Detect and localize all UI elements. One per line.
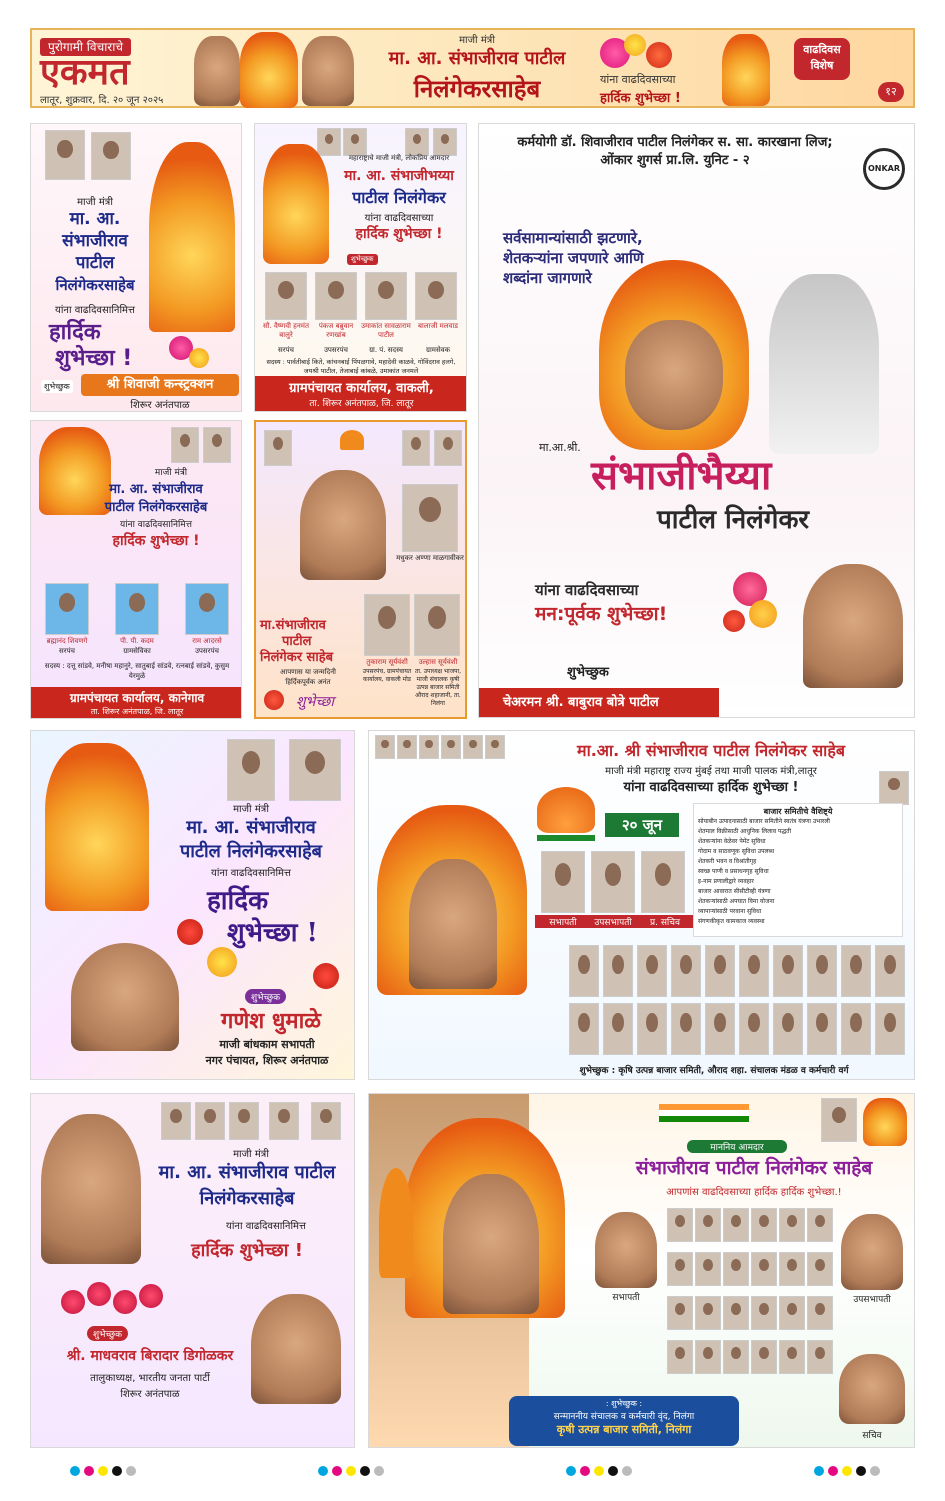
portrait-left (194, 36, 240, 106)
person-photo (45, 583, 89, 635)
features-list (698, 817, 898, 927)
portrait-leader-secondary (769, 274, 879, 454)
flower-icon (207, 947, 237, 977)
member-photo (773, 945, 803, 997)
member-photo (723, 1208, 749, 1242)
name-l1: मा. आ. (69, 209, 121, 229)
registration-dot (112, 1466, 122, 1476)
occasion-l2: हिर्दिकपूर्वक अनंत (285, 678, 331, 686)
person-name: मधुकर अण्णा माळगावीकर (396, 554, 464, 562)
portrait-sponsor (71, 943, 179, 1051)
office-name: ग्रामपंचायत कार्यालय, कानेगाव (69, 691, 205, 705)
lotus-icon (537, 787, 595, 833)
footer-l2: कृषी उत्पन्न बाजार समिती, निलंगा (556, 1423, 692, 1436)
registration-dot (566, 1466, 576, 1476)
registration-dot (580, 1466, 590, 1476)
member-photo (667, 1340, 693, 1374)
flower-icon (87, 1282, 111, 1306)
feature-item: सोयाबीन उत्पादनासाठी बाजार समितीने स्वतंत्र यंत्रणा उभारली (698, 818, 830, 825)
photo-leader (863, 1098, 907, 1146)
wish-line1: यांना वाढदिवसाच्या (600, 73, 676, 86)
member-photo (667, 1296, 693, 1330)
portrait-leader (149, 142, 235, 332)
member-photo (695, 1296, 721, 1330)
person-name: राम आदरसे (192, 637, 222, 645)
person-role: उपसरपंच, ग्रामपंचायत कार्यालय, वाकली मोड (362, 668, 412, 683)
registration-dot (70, 1466, 80, 1476)
members-list: सदस्य : दत्तू सांडवे, मनीषा महानुरे, सातुबाई सांडवे, रत्नबाई सांडवे, कुसुम येरमुळे (44, 662, 230, 680)
footer-strip (509, 1396, 739, 1446)
well-wisher-label: शुभेच्छुक (87, 1326, 128, 1341)
photo-leader (463, 735, 483, 759)
office-address: ता. शिरूर अनंतपाळ, जि. लातूर (309, 399, 414, 409)
person-role: ग्रामसेवक (426, 346, 450, 354)
person-photo (315, 272, 357, 320)
person-photo (591, 851, 635, 913)
registration-dot (856, 1466, 866, 1476)
slogan-l2: शेतकऱ्यांना जपणारे आणि (503, 249, 644, 267)
sponsor-name: श्री. माधवराव बिरादार डिगोळकर (66, 1348, 234, 1364)
photo-man (289, 739, 341, 801)
member-photo (705, 945, 735, 997)
member-photo (671, 945, 701, 997)
photo-leader (402, 430, 430, 466)
tagline: पुरोगामी विचाराचे (40, 38, 131, 56)
dateline: लातूर, शुक्रवार, दि. २० जून २०२५ (40, 95, 164, 106)
flower-icon (189, 348, 209, 368)
wish-text (49, 320, 132, 372)
person-photo (265, 272, 307, 320)
header-l2: ओंकार शुगर्स प्रा.लि. युनिट - २ (600, 153, 750, 168)
occasion: यांना वाढदिवसानिमित्त (55, 305, 135, 316)
member-photo (739, 1003, 769, 1055)
member-photo (807, 1003, 837, 1055)
registration-dot (814, 1466, 824, 1476)
photo-leader (821, 1098, 857, 1142)
name-l1: मा. आ. संभाजीराव (186, 817, 316, 838)
member-photo (779, 1208, 805, 1242)
registration-dot (98, 1466, 108, 1476)
role-label: सचिव (862, 1431, 882, 1441)
person-role: उपसरपंच (324, 346, 348, 354)
wish: हार्दिक शुभेच्छा ! (191, 1240, 303, 1261)
portrait-center (240, 32, 298, 108)
photo-leader (269, 1102, 299, 1140)
photo-leader (485, 735, 505, 759)
person-name: बालाजी मलवाड (418, 322, 458, 330)
name-l2: निलंगेकरसाहेब (199, 1188, 295, 1209)
flower-icon (749, 600, 777, 628)
role-l2: शिरूर अनंतपाळ (120, 1389, 180, 1400)
subtitle: माजी मंत्री महाराष्ट्र राज्य मुंबई तथा माजी पालक मंत्री,लातूर (605, 766, 817, 777)
wish: यांना वाढदिवसाच्या हार्दिक शुभेच्छा ! (623, 780, 799, 795)
name-l1: मा. आ. संभाजीराव पाटील (158, 1162, 336, 1183)
photo-leader (161, 1102, 191, 1140)
person-photo (415, 272, 457, 320)
member-photo (603, 1003, 633, 1055)
portrait-sabhapati (595, 1212, 657, 1288)
ad-tukaram-suryavanshi (254, 420, 467, 719)
photo-leader (311, 1102, 341, 1140)
former-minister-label: माजी मंत्री (459, 35, 495, 46)
role-label: उपसभापती (853, 1295, 891, 1305)
member-photo (695, 1208, 721, 1242)
wish: आपणांस वाढदिवसाच्या हार्दिक हार्दिक शुभेच्छा.! (666, 1187, 842, 1198)
lotus-base (537, 835, 595, 841)
registration-dot (374, 1466, 384, 1476)
leader-face (409, 859, 497, 989)
leader-face (625, 320, 723, 430)
wish-l2: शुभेच्छा ! (55, 346, 133, 371)
portrait-sponsor (803, 564, 903, 688)
name-l3: पाटील (75, 253, 115, 273)
registration-dot (332, 1466, 342, 1476)
photo-woman (45, 130, 85, 180)
occasion: यांना वाढदिवसानिमित्त (226, 1221, 306, 1232)
member-photo (569, 1003, 599, 1055)
feature-item: गोदाम व साठवणूक सुविधा उपलब्ध (698, 848, 775, 855)
masthead (30, 28, 915, 108)
flower-icon (313, 963, 339, 989)
member-photo (751, 1340, 777, 1374)
page-number: १२ (878, 82, 904, 102)
portrait-leader (300, 470, 386, 580)
lotus-icon (379, 1168, 413, 1278)
member-photo (671, 1003, 701, 1055)
feature-item: शेतमाल विक्रीसाठी आधुनिक लिलाव पद्धती (698, 828, 792, 835)
photo-leader (441, 735, 461, 759)
lotus-icon (340, 430, 364, 450)
member-photo (695, 1252, 721, 1286)
person-role: ग्रामसेविका (123, 647, 151, 655)
photo-leader (343, 128, 367, 156)
person-role: सरपंच (277, 346, 295, 354)
feature-item: व्यापाऱ्यांसाठी परवाना सुविधा (698, 908, 762, 915)
role-l1: माजी बांधकाम सभापती (219, 1038, 315, 1051)
photo-leader (229, 1102, 259, 1140)
person-role: ता. उपाध्यक्ष भाजपा, माजी संचालक कृषी उत्पन्न बाजार समिती औराद शहाजानी, ता. निलंगा (414, 668, 462, 707)
wish-line2: हार्दिक शुभेच्छा ! (600, 91, 681, 106)
registration-dot (126, 1466, 136, 1476)
role-label: सभापती (535, 915, 591, 928)
registration-dot (84, 1466, 94, 1476)
role-l1: तालुकाध्यक्ष, भारतीय जनता पार्टी (90, 1373, 210, 1384)
member-photo (637, 945, 667, 997)
member-photo (875, 945, 905, 997)
registration-dot (594, 1466, 604, 1476)
name-l2: पाटील निलंगेकरसाहेब (104, 500, 208, 515)
sponsor-name: गणेश धुमाळे (220, 1009, 321, 1034)
member-photo (773, 1003, 803, 1055)
feature-item: शेतकऱ्यांना वेळेवर पेमेंट सुविधा (698, 838, 766, 845)
registration-dot (828, 1466, 838, 1476)
wish: शुभेच्छा (296, 694, 334, 710)
person-name: उल्हास सूर्यवंशी (418, 658, 458, 666)
title: मा.आ. श्री संभाजीराव पाटील निलंगेकर साहेब (577, 741, 845, 760)
member-photo (751, 1208, 777, 1242)
photo-leader (434, 430, 462, 466)
person-photo (641, 851, 685, 913)
person-name: उमाकांत सावळाराम पाटील (361, 322, 411, 339)
name-l1: मा. आ. संभाजीभय्या (344, 168, 454, 184)
portrait-right (302, 36, 354, 106)
member-photo (569, 945, 599, 997)
portrait-leader (263, 144, 329, 264)
photo-leader (419, 735, 439, 759)
brand-logo: एकमत (40, 51, 130, 93)
person-photo (365, 272, 407, 320)
member-photo (779, 1340, 805, 1374)
member-photo (779, 1296, 805, 1330)
flower-icon (646, 42, 672, 68)
portrait-sachiv (839, 1354, 905, 1424)
honorific: माननिय आमदार (687, 1140, 787, 1153)
registration-dot (608, 1466, 618, 1476)
photo-leader (171, 427, 199, 463)
flower-icon (264, 690, 284, 710)
name-big: संभाजीभैय्या (591, 452, 772, 499)
well-wisher-label: शुभेच्छुक (567, 665, 609, 680)
person-photo (364, 594, 410, 656)
members-grid (667, 1208, 831, 1404)
name-l3: निलंगेकर साहेब (260, 650, 334, 665)
flower-icon (61, 1290, 85, 1314)
wish: हार्दिक शुभेच्छा ! (112, 533, 200, 549)
flower-icon (723, 610, 745, 632)
name-l4: निलंगेकरसाहेब (55, 276, 135, 294)
photo-woman (227, 739, 275, 801)
wish-l1: हार्दिक (49, 320, 101, 345)
ad-madhavrao-biradar (30, 1093, 355, 1448)
person-role: ग्रा. पं. सदस्य (369, 346, 403, 354)
flower-icon (177, 919, 203, 945)
wish-l1: हार्दिक (207, 886, 269, 916)
well-wisher-label: शुभेच्छुक (347, 254, 378, 265)
footer: शुभेच्छुक : कृषि उत्पन्न बाजार समिती, औराद शहा. संचालक मंडळ व कर्मचारी वर्ग (579, 1066, 849, 1076)
registration-dot (870, 1466, 880, 1476)
feature-item: शेतकऱ्यांसाठी अपघात विमा योजना (698, 898, 775, 905)
person-name: पंकज बब्रुवान रणखांब (318, 322, 354, 339)
office-address: ता. शिरूर अनंतपाळ, जि. लातूर (90, 707, 184, 716)
member-photo (841, 945, 871, 997)
former-minister-label: माजी मंत्री (233, 1149, 269, 1160)
occasion: यांना वाढदिवसानिमित्त (211, 868, 291, 879)
occasion: यांना वाढदिवसानिमित्त (120, 520, 192, 530)
wish: मन:पूर्वक शुभेच्छा! (535, 603, 668, 625)
members-grid (569, 945, 909, 1061)
role-label: प्र. सचिव (637, 915, 693, 928)
feature-item: शेतकरी भवन व विश्रांतीगृह (698, 858, 757, 865)
member-photo (723, 1340, 749, 1374)
photo-leader (433, 128, 457, 156)
former-minister-label: माजी मंत्री (233, 804, 269, 815)
feature-item: इ-नाम प्रणालीद्वारे व्यवहार (698, 878, 754, 885)
role-label: उपसभापती (585, 915, 641, 928)
name-l2: पाटील (282, 634, 312, 649)
member-photo (875, 1003, 905, 1055)
registration-dot (318, 1466, 328, 1476)
ad-shivaji-construction (30, 123, 242, 412)
ad-onkar-sugars (478, 123, 915, 718)
flower-icon (113, 1290, 137, 1314)
person-name: तुकाराम सूर्यवंशी (366, 658, 408, 666)
features-box (693, 803, 903, 937)
photo-leader (264, 430, 292, 466)
member-photo (739, 945, 769, 997)
wish: हार्दिक शुभेच्छा ! (355, 226, 443, 242)
slogan-l1: सर्वसामान्यांसाठी झटणारे, (503, 229, 643, 247)
person-name: ब्रह्मानंद शिवणगे (46, 637, 88, 645)
ad-gram-panchayat-kanegaon (30, 420, 242, 719)
photo-leader (203, 427, 231, 463)
occasion: यांना वाढदिवसाच्या (535, 581, 639, 599)
member-photo (807, 945, 837, 997)
role-label: सभापती (612, 1293, 640, 1303)
person-photo (115, 583, 159, 635)
caption: महाराष्ट्राचे माजी मंत्री, लोकप्रिय आमदार (348, 154, 450, 162)
member-photo (667, 1208, 693, 1242)
person-photo (541, 851, 585, 913)
photo-leader (879, 771, 909, 805)
photo-leader (375, 735, 395, 759)
member-photo (779, 1252, 805, 1286)
registration-dot (346, 1466, 356, 1476)
member-photo (637, 1003, 667, 1055)
member-photo (807, 1252, 833, 1286)
feature-item: संगणकीकृत कामकाज व्यवस्था (698, 918, 765, 925)
name-l2: संभाजीराव (62, 231, 128, 251)
photo-leader (397, 735, 417, 759)
role-l2: नगर पंचायत, शिरूर अनंतपाळ (205, 1054, 329, 1067)
photo-leader (405, 128, 429, 156)
member-photo (723, 1252, 749, 1286)
name-l1: मा.संभाजीराव (260, 618, 326, 633)
wish-l2: शुभेच्छा ! (227, 918, 318, 948)
leader-name (260, 618, 364, 666)
portrait-far-right (722, 34, 770, 106)
member-photo (603, 945, 633, 997)
ad-nilanga-market-committee (368, 1093, 915, 1448)
special-l1: वाढदिवस (803, 43, 841, 56)
name-l1: मा. आ. संभाजीराव (109, 482, 203, 497)
honorific: मा.आ.श्री. (539, 441, 581, 454)
flower-icon (139, 1284, 163, 1308)
member-photo (807, 1340, 833, 1374)
date-badge: २० जून (605, 813, 679, 837)
footer-l1: सन्माननीय संचालक व कर्मचारी वृंद, निलंगा (553, 1412, 695, 1422)
person-role: उपसरपंच (195, 647, 219, 655)
sponsor-name: श्री शिवाजी कन्स्ट्रक्शन (81, 374, 239, 396)
features-heading: बाजार समितीचे वैशिष्ट्ये (763, 807, 833, 816)
office-strip (31, 687, 242, 719)
former-minister-label: माजी मंत्री (77, 197, 113, 208)
registration-dot (622, 1466, 632, 1476)
office-strip (255, 376, 467, 412)
member-photo (705, 1003, 735, 1055)
portrait-upsabhapati (841, 1214, 903, 1290)
slogan-l3: शब्दांना जागणारे (503, 269, 592, 287)
person-role: सरपंच (58, 647, 76, 655)
person-name: पी. पी. कदम (120, 637, 154, 645)
well-wisher-label: : शुभेच्छुक : (605, 1399, 643, 1408)
feature-item: बाजार आवारात सीसीटीव्ही यंत्रणा (698, 888, 771, 895)
flower-icon (624, 34, 646, 56)
person-name: सौ. वैष्णवी हनमंत बालुरे (263, 322, 309, 339)
occasion: यांना वाढदिवसाच्या (364, 213, 434, 224)
leader-name (35, 208, 155, 296)
well-wisher-label: शुभेच्छुक (41, 380, 73, 393)
photo-leader (317, 128, 341, 156)
well-wisher-label: शुभेच्छुक (245, 989, 286, 1004)
masthead-name-line1: मा. आ. संभाजीराव पाटील (388, 48, 566, 69)
header-l1: कर्मयोगी डॉ. शिवाजीराव पाटील निलंगेकर स. सा. कारखाना लिज; (517, 135, 833, 150)
person-photo (414, 594, 460, 656)
masthead-name-line2: निलंगेकरसाहेब (413, 75, 541, 103)
portrait-leader (41, 1114, 141, 1264)
name-l2: पाटील निलंगेकरसाहेब (180, 841, 322, 862)
ad-aurad-market-committee (368, 730, 915, 1080)
member-photo (841, 1003, 871, 1055)
sponsor-name: चेअरमन श्री. बाबुराव बोत्रे पाटील (479, 688, 719, 718)
portrait-leader (45, 743, 149, 911)
flag-green (659, 1116, 749, 1122)
members-list: सदस्य : पार्वतीबाई किते, कांचनबाई पिंपळगावे, महादेवी काळवे, गोविंदराव हलगे, जयश्री पाटील, तेजाबाई कांबळे, उमाकांत जनमले (266, 358, 456, 375)
photo-madhukar (402, 484, 458, 552)
occasion-l1: आपणास या जन्मदिनी (280, 668, 336, 676)
registration-dot (360, 1466, 370, 1476)
sponsor-place: शिरूर अनंतपाळ (130, 400, 190, 411)
special-badge (794, 38, 850, 80)
member-photo (751, 1252, 777, 1286)
slogan (503, 228, 644, 288)
name-l2: पाटील निलंगेकर (352, 188, 446, 207)
name-sub: पाटील निलंगेकर (657, 505, 810, 535)
photo-leader (195, 1102, 225, 1140)
office-name: ग्रामपंचायत कार्यालय, वाकली, (289, 381, 434, 396)
member-photo (695, 1340, 721, 1374)
leader-face (443, 1174, 539, 1314)
person-photo (185, 583, 229, 635)
registration-dot (842, 1466, 852, 1476)
former-minister-label: माजी मंत्री (154, 468, 188, 478)
member-photo (807, 1208, 833, 1242)
ad-gram-panchayat-wakli (254, 123, 467, 412)
special-l2: विशेष (810, 59, 834, 72)
leader-name: संभाजीराव पाटील निलंगेकर साहेब (635, 1157, 873, 1179)
feature-item: स्वच्छ पाणी व प्रसाधनगृह सुविधा (698, 868, 769, 875)
ad-ganesh-dhumale (30, 730, 355, 1080)
member-photo (667, 1252, 693, 1286)
member-photo (751, 1296, 777, 1330)
photo-man (91, 132, 131, 180)
member-photo (807, 1296, 833, 1330)
member-photo (723, 1296, 749, 1330)
onkar-logo: ONKAR (863, 148, 905, 190)
